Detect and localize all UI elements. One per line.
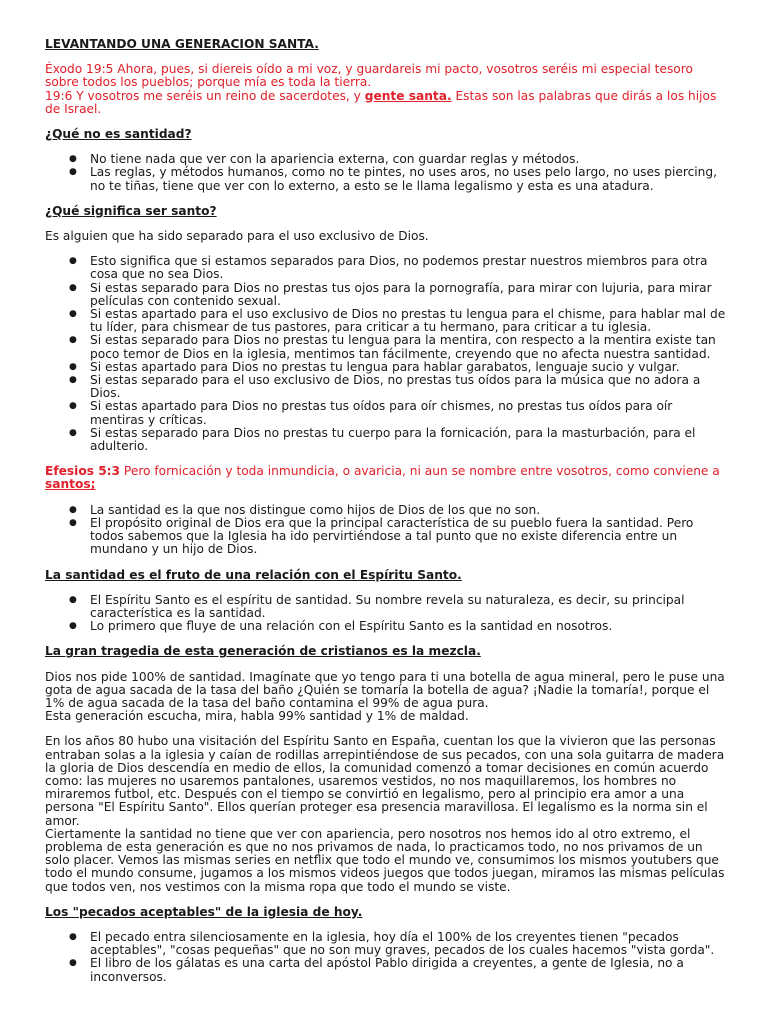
document-title: LEVANTANDO UNA GENERACION SANTA. xyxy=(45,37,319,51)
bullet-list xyxy=(45,931,730,984)
list-item: ● Esto significa que si estamos separados para Dios, no podemos prestar nuestros miembros para otra cosa que no sea Dios. xyxy=(90,255,730,281)
section-heading-tragedia: La gran tragedia de esta generación de cristianos es la mezcla. xyxy=(45,644,481,659)
paragraph-water-bottle: Dios nos pide 100% de santidad. Imagínate que yo tengo para ti una botella de agua mineral, pero le puse una gota de agua sacada de la tasa del baño ¿Quién se tomaría la botella de agua? ¡Nadie la tomaría!, porque el 1% de agua sacada de la tasa del baño contamina el 99% de agua pura. xyxy=(45,669,725,710)
section-heading-que-no-es: ¿Qué no es santidad? xyxy=(45,127,192,142)
gente-santa-emphasis: gente santa. xyxy=(364,88,452,103)
list-item: ● El pecado entra silenciosamente en la iglesia, hoy día el 100% de los creyentes tienen "pecados aceptables", "cosas pequeñas" que no son muy graves, pecados de los cuales hacemos "vista gorda". xyxy=(90,931,730,957)
bullet-list xyxy=(45,255,730,453)
exodus-19-5: Éxodo 19:5 Ahora, pues, si diereis oído a mi voz, y guardareis mi pacto, vosotros seréis mi especial tesoro sobre todos los pueblos; porque mía es toda la tierra. xyxy=(45,62,693,90)
exodus-19-6 xyxy=(45,90,730,116)
paragraph-percentages: Esta generación escucha, mira, habla 99% santidad y 1% de maldad. xyxy=(45,709,469,724)
list-item: ● Si estas separado para Dios no prestas tu cuerpo para la fornicación, para la masturbación, para el adulterio. xyxy=(90,427,730,453)
list-item: ● Lo primero que fluye de una relación con el Espíritu Santo es la santidad en nosotros. xyxy=(90,620,730,633)
ephesians-text: Pero fornicación y toda inmundicia, o avaricia, ni aun se nombre entre vosotros, como conviene a xyxy=(120,464,720,479)
paragraph-extremes: Ciertamente la santidad no tiene que ver con apariencia, pero nosotros nos hemos ido al otro extremo, el problema de esta generación es que no nos privamos de nada, lo practicamos todo, no nos privamos de un solo placer. Vemos las mismas series en netflix que todo el mundo ve, consumimos los mismos youtubers que todo el mundo consume, jugamos a los mismos videos juegos que todos juegan, miramos las mismas películas que todos ven, nos vestimos con la misma ropa que todo el mundo se viste. xyxy=(45,826,725,894)
ephesians-ref: Efesios 5:3 xyxy=(45,464,121,479)
bullet-list xyxy=(45,153,730,193)
list-item: ● Si estas apartado para el uso exclusivo de Dios no prestas tu lengua para el chisme, para hablar mal de tu líder, para chismear de tus pastores, para criticar a tu hermano, para criticar a tu iglesia. xyxy=(90,308,730,334)
exodus-19-6-rest: Estas son las palabras que dirás a los hijos de Israel. xyxy=(45,88,717,116)
section-heading-pecados-aceptables: Los "pecados aceptables" de la iglesia de hoy. xyxy=(45,904,363,919)
ephesians-verse xyxy=(45,465,730,491)
list-item: ● La santidad es la que nos distingue como hijos de Dios de los que no son. xyxy=(90,504,730,517)
list-item: ● No tiene nada que ver con la apariencia externa, con guardar reglas y métodos. xyxy=(90,153,730,166)
intro-verse xyxy=(45,63,730,116)
santos-emphasis: santos; xyxy=(45,477,96,492)
list-item: ● Si estas apartado para Dios no prestas tus oídos para oír chismes, no prestas tus oídos para oír mentiras y críticas. xyxy=(90,400,730,426)
definition-text: Es alguien que ha sido separado para el uso exclusivo de Dios. xyxy=(45,229,429,244)
list-item: ● El libro de los gálatas es una carta del apóstol Pablo dirigida a creyentes, a gente de Iglesia, no a inconversos. xyxy=(90,957,730,983)
list-item: ● Si estas separado para Dios no prestas tu lengua para la mentira, con respecto a la mentira existe tan poco temor de Dios en la iglesia, mentimos tan fácilmente, creyendo que no afecta nuestra santidad. xyxy=(90,334,730,360)
bullet-list xyxy=(45,504,730,557)
list-item: ● Si estas separado para Dios no prestas tus ojos para la pornografía, para mirar con lujuria, para mirar películas con contenido sexual. xyxy=(90,282,730,308)
list-item: ● El propósito original de Dios era que la principal característica de su pueblo fuera la santidad. Pero todos sabemos que la Iglesia ha ido pervirtiéndose a tal punto que no existe diferencia entre un mundano y un hijo de Dios. xyxy=(90,517,730,557)
exodus-19-6-text: 19:6 Y vosotros me seréis un reino de sacerdotes, y xyxy=(45,88,365,103)
list-item: ● El Espíritu Santo es el espíritu de santidad. Su nombre revela su naturaleza, es decir, su principal característica es la santidad. xyxy=(90,594,730,620)
paragraph-spain-visitation: En los años 80 hubo una visitación del Espíritu Santo en España, cuentan los que la vivieron que las personas entraban solas a la iglesia y caían de rodillas arrepintiéndose de sus pecados, con una sola guitarra de madera la gloria de Dios descendía en medio de ellos, la comunidad comenzó a tomar decisiones en común acuerdo como: las mujeres no usaremos pantalones, usaremos vestidos, no nos maquillaremos, los hombres no miraremos futbol, etc. Después con el tiempo se convirtió en legalismo, pero al principio era amor a una persona "El Espíritu Santo". Ellos querían proteger esa presencia maravillosa. El legalismo es la norma sin el amor. xyxy=(45,734,725,828)
list-item: ● Las reglas, y métodos humanos, como no te pintes, no uses aros, no uses pelo largo, no uses piercing, no te tiñas, tiene que ver con lo externo, a esto se le llama legalismo y esta es una atadura. xyxy=(90,166,730,192)
section-heading-que-significa: ¿Qué significa ser santo? xyxy=(45,203,217,218)
bullet-list xyxy=(45,594,730,634)
list-item: ● Si estas separado para el uso exclusivo de Dios, no prestas tus oídos para la música que no adora a Dios. xyxy=(90,374,730,400)
list-item: ● Si estas apartado para Dios no prestas tu lengua para hablar garabatos, lenguaje sucio y vulgar. xyxy=(90,361,730,374)
section-heading-fruto: La santidad es el fruto de una relación con el Espíritu Santo. xyxy=(45,567,462,582)
